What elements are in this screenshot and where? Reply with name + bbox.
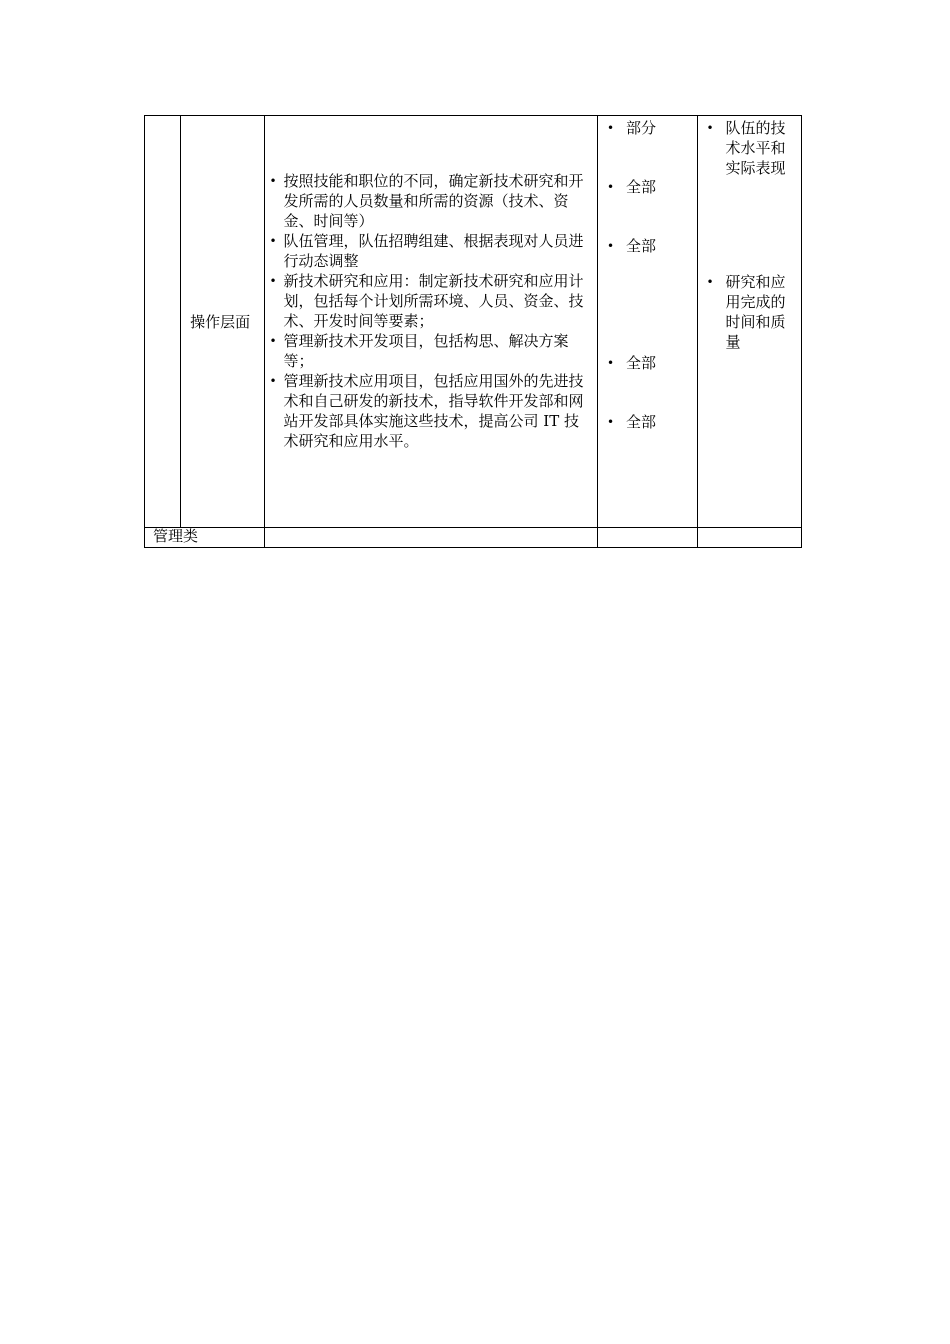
bullet-icon: • (269, 374, 277, 388)
responsibility-item: • 部分 (607, 119, 657, 137)
bullet-icon: • (706, 275, 714, 289)
bullet-icon: • (269, 234, 277, 248)
operation-level-row (145, 116, 802, 528)
bullet-icon: • (269, 274, 277, 288)
management-row (145, 528, 802, 548)
job-duties-table (144, 115, 802, 548)
responsibility-item: • 全部 (607, 413, 657, 431)
level-label: 操作层面 (190, 312, 251, 331)
duty-item: • 管理新技术应用项目，包括应用国外的先进技术和自己研发的新技术，指导软件开发部和网站开发部具体实施这些技术，提高公司 IT 技术研究和应用水平。 (269, 372, 584, 450)
duties-list (270, 171, 590, 451)
duty-item: • 管理新技术开发项目，包括构思、解决方案等； (269, 332, 569, 370)
empty-cell (264, 528, 598, 548)
responsibility-item: • 全部 (607, 354, 657, 372)
bullet-icon: • (607, 180, 615, 194)
assessment-item: • 队伍的技术水平和实际表现 (706, 119, 786, 177)
empty-category-cell (145, 116, 181, 528)
bullet-icon: • (607, 239, 615, 253)
bullet-icon: • (269, 174, 277, 188)
level-label-cell (181, 116, 264, 528)
responsibility-item: • 全部 (607, 237, 657, 255)
management-label: 管理类 (153, 527, 199, 545)
duties-cell (264, 116, 598, 528)
duty-item: • 新技术研究和应用：制定新技术研究和应用计划，包括每个计划所需环境、人员、资金、技术、开发时间等要素； (269, 272, 584, 330)
duty-item: • 队伍管理，队伍招聘组建、根据表现对人员进行动态调整 (269, 232, 584, 270)
bullet-icon: • (607, 121, 615, 135)
assessment-item: • 研究和应用完成的时间和质量 (706, 273, 786, 351)
management-label-cell (145, 528, 265, 548)
assessment-cell (697, 116, 802, 528)
bullet-icon: • (607, 415, 615, 429)
empty-cell (598, 528, 697, 548)
responsibility-cell (598, 116, 697, 528)
bullet-icon: • (269, 334, 277, 348)
bullet-icon: • (706, 121, 714, 135)
bullet-icon: • (607, 356, 615, 370)
empty-cell (697, 528, 802, 548)
responsibility-item: • 全部 (607, 178, 657, 196)
duty-item: • 按照技能和职位的不同，确定新技术研究和开发所需的人员数量和所需的资源（技术、资金、时间等） (269, 172, 584, 230)
